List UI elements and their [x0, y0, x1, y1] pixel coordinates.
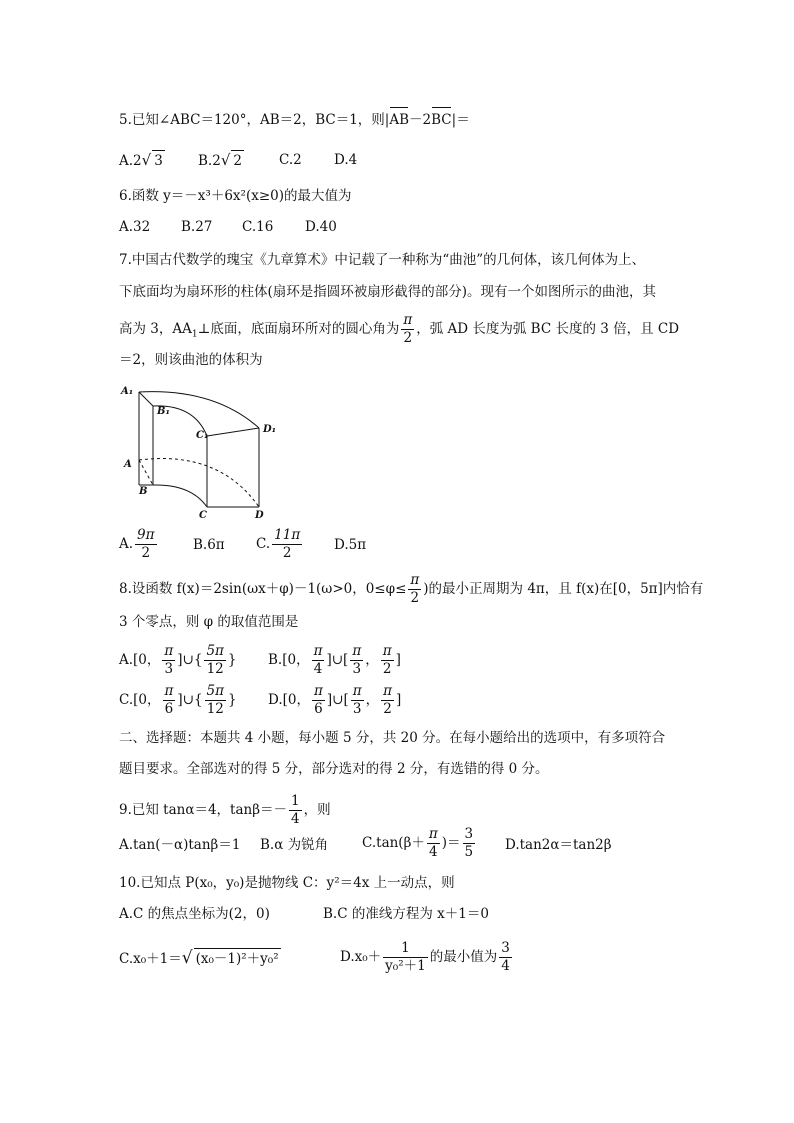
q8-option-d: D.[0， $\frac{\pi}{6}$ ]∪[ $\frac{\pi}{3}$ ， $\frac{\pi}{2}$ ]	[268, 683, 402, 717]
q10-stem: 10.已知点 P(x₀，y₀)是抛物线 C：y²＝4x 上一动点，则	[119, 875, 455, 891]
q5-option-a: A.2√ 3	[119, 151, 163, 169]
q9-stem: 9.已知 tanα＝4，tanβ＝－ $\frac{1}{4}$ ，则	[119, 793, 331, 827]
q10-option-a: A.C 的焦点坐标为(2，0)	[119, 906, 270, 922]
section2-line-2: 题目要求。全部选对的得 5 分，部分选对的得 2 分，有选错的得 0 分。	[119, 761, 549, 777]
q6-stem: 6.函数 y＝－x³＋6x²(x≥0)的最大值为	[119, 188, 352, 204]
edge-c1-d1	[207, 428, 259, 436]
q10-option-b: B.C 的准线方程为 x＋1＝0	[323, 906, 489, 922]
q8-stem: 8.设函数 f(x)＝2sin(ωx＋φ)－1(ω>0，0≤φ≤ $\frac{\pi}{2}$ )的最小正周期为 4π，且 f(x)在[0，5π]内恰有	[119, 572, 704, 606]
q7-option-d: D.5π	[334, 537, 367, 553]
q5-option-d: D.4	[334, 152, 358, 168]
q5-option-c: C.2	[279, 152, 302, 168]
q8-option-a: A.[0， $\frac{\pi}{3}$ ]∪{ $\frac{5\pi}{12}$ }	[119, 643, 237, 677]
q7-option-b: B.6π	[193, 537, 225, 553]
curved-pool-figure	[119, 380, 279, 520]
q10-option-c: C.x₀＋1＝√ (x₀－1)²＋y₀²	[119, 948, 279, 968]
edge-a1-b1	[139, 392, 153, 406]
q9-option-d: D.tan2α＝tan2β	[505, 837, 612, 853]
label-c: C	[199, 510, 207, 520]
edge-a-b-hidden	[139, 460, 153, 485]
label-b1: B₁	[157, 406, 170, 417]
q5-stem: 5.已知∠ABC＝120°，AB＝2，BC＝1，则|AB－2BC|＝	[119, 112, 470, 128]
label-d1: D₁	[263, 424, 277, 435]
vector-bc: BC	[431, 112, 452, 128]
label-c1: C₁	[196, 430, 209, 441]
q6-option-c: C.16	[242, 219, 274, 235]
q9-option-c: C.tan(β＋ $\frac{\pi}{4}$ )＝ $\frac{3}{5}$	[362, 826, 474, 860]
q7-option-c: C. $\frac{11\pi}{2}$	[256, 527, 301, 561]
q7-line-4: ＝2，则该曲池的体积为	[119, 352, 263, 368]
label-a1: A₁	[121, 386, 134, 397]
q6-option-b: B.27	[181, 219, 213, 235]
q9-option-a: A.tan(－α)tanβ＝1	[119, 837, 241, 853]
q8-line-2: 3 个零点，则 φ 的取值范围是	[119, 614, 299, 630]
q9-option-b: B.α 为锐角	[260, 837, 329, 853]
label-a: A	[124, 459, 132, 470]
q7-line-2: 下底面均为扇环形的柱体(扇环是指圆环被扇形截得的部分)。现有一个如图所示的曲池，其	[119, 284, 657, 300]
q6-option-d: D.40	[305, 219, 337, 235]
section2-line-1: 二、选择题：本题共 4 小题，每小题 5 分，共 20 分。在每小题给出的选项中，有多项符合	[119, 730, 666, 746]
vector-ab: AB	[389, 112, 410, 128]
q8-option-b: B.[0， $\frac{\pi}{4}$ ]∪[ $\frac{\pi}{3}$ ， $\frac{\pi}{2}$ ]	[268, 643, 401, 677]
label-b: B	[139, 486, 148, 497]
q5-option-b: B.2√ 2	[198, 151, 242, 169]
q7-option-a: A. $\frac{9\pi}{2}$	[119, 527, 155, 561]
q8-option-c: C.[0， $\frac{\pi}{6}$ ]∪{ $\frac{5\pi}{12}$ }	[119, 683, 237, 717]
label-d: D	[255, 510, 264, 520]
arc-a-d-hidden	[139, 459, 259, 507]
q7-line-1: 7.中国古代数学的瑰宝《九章算术》中记载了一种称为“曲池”的几何体，该几何体为上、	[119, 252, 646, 268]
q10-option-d: D.x₀＋ $\frac{1}{\text{y₀²＋1}}$ 的最小值为 $\frac{3}{4}$	[340, 940, 510, 974]
angle-fraction: $\frac{\pi}{2}$	[403, 312, 413, 346]
arc-b-c	[153, 485, 207, 507]
q7-line-3: 高为 3，$AA_1\perp$底面，底面扇环所对的圆心角为 $\frac{\pi}{2}$ ，弧 AD 长度为弧 BC 长度的 3 倍，且 CD	[119, 312, 680, 346]
q6-option-a: A.32	[119, 219, 151, 235]
